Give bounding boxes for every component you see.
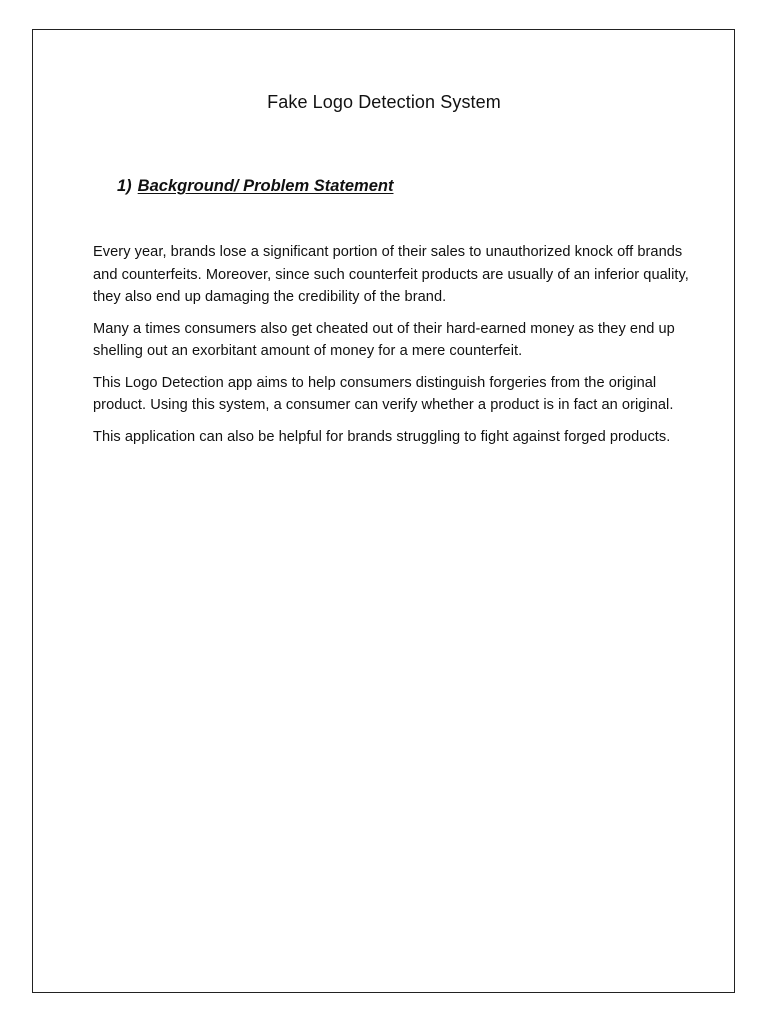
paragraph: Many a times consumers also get cheated out of their hard-earned money as they end up shelling out an exorbitant amount of money for a mere counterfeit. — [93, 320, 675, 359]
section-heading-text: Background/ Problem Statement — [137, 177, 394, 195]
paragraph: Every year, brands lose a significant portion of their sales to unauthorized knock off brands and counterfeits. Moreover, since such counterfeit products are usually of an inferior quality, they also end up damaging the credibility of the brand. — [93, 244, 689, 305]
body-text — [93, 241, 703, 457]
page-border — [32, 29, 735, 993]
section-heading — [117, 175, 393, 197]
document-title: Fake Logo Detection System — [267, 92, 501, 112]
paragraph: This Logo Detection app aims to help consumers distinguish forgeries from the original product. Using this system, a consumer can verify whether a product is in fact an original. — [93, 374, 674, 413]
paragraph: This application can also be helpful for brands struggling to fight against forged products. — [93, 428, 671, 445]
section-number: 1) — [117, 177, 132, 195]
